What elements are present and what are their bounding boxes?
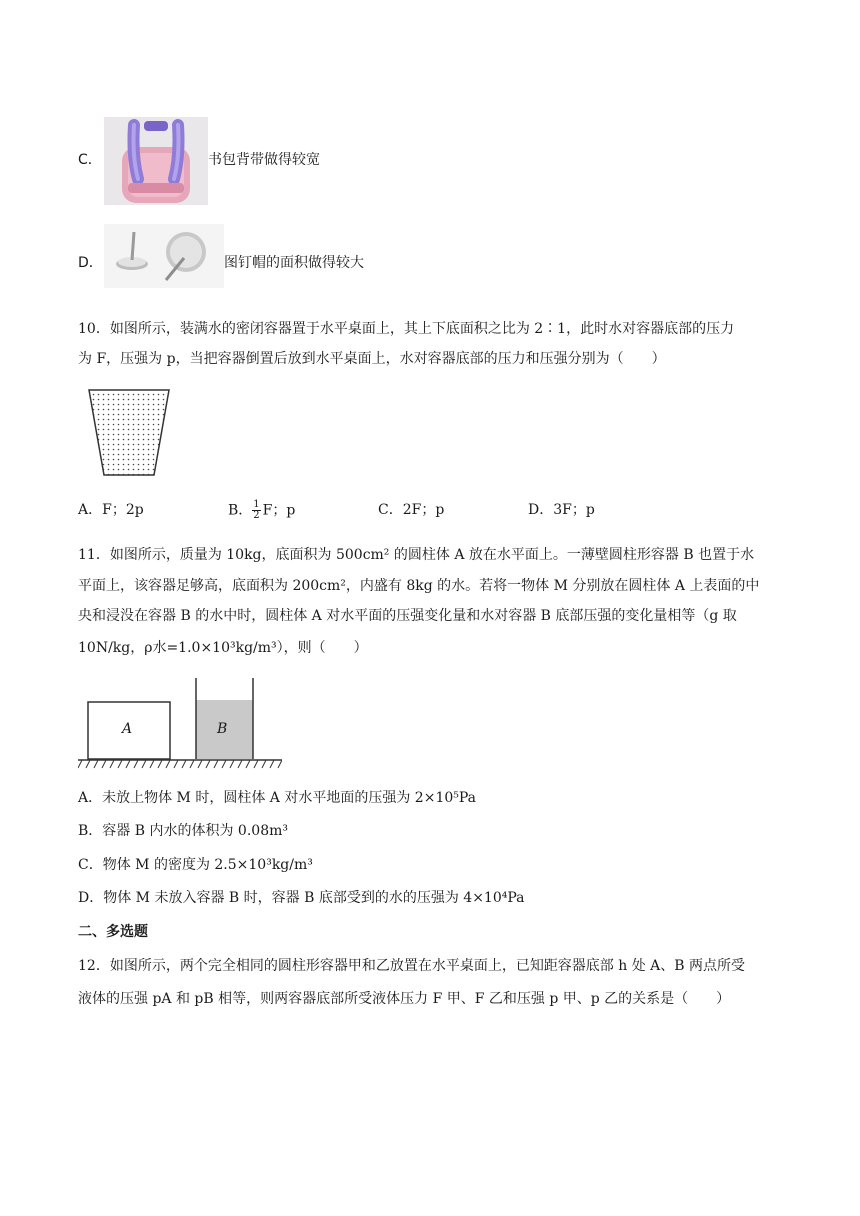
thumbtack-image [104, 224, 224, 288]
q10-option-c: C．2F；p [378, 502, 445, 518]
q12-line2: 液体的压强 pA 和 pB 相等，则两容器底部所受液体压力 F 甲、F 乙和压强 p 甲、p 乙的关系是（ ） [78, 991, 731, 1007]
half-fraction: $\frac{1}{2}$ [253, 499, 260, 521]
cylinder-container-figure [78, 676, 282, 772]
q11-line2: 平面上，该容器足够高，底面积为 200cm²，内盛有 8kg 的水。若将一物体 M 分别放在圆柱体 A 上表面的中 [78, 578, 760, 594]
q10-line1: 10．如图所示，装满水的密闭容器置于水平桌面上，其上下底面积之比为 2∶1，此时水对容器底部的压力 [78, 321, 735, 337]
q10-option-a: A．F；2p [78, 502, 144, 518]
q11-option-d: D．物体 M 未放入容器 B 时，容器 B 底部受到的水的压强为 4×10⁴Pa [78, 890, 525, 906]
section-title: 二、多选题 [78, 924, 148, 940]
q10-option-b-rest: F；p [262, 502, 296, 519]
q11-option-c: C．物体 M 的密度为 2.5×10³kg/m³ [78, 857, 313, 873]
trapezoid-container-figure [86, 387, 172, 479]
q10-line2: 为 F，压强为 p，当把容器倒置后放到水平桌面上，水对容器底部的压力和压强分别为（ ） [78, 351, 666, 367]
option-d-label: D． [78, 255, 103, 271]
q12-line1: 12．如图所示，两个完全相同的圆柱形容器甲和乙放置在水平桌面上，已知距容器底部 h 处 A、B 两点所受 [78, 958, 746, 974]
figure-label-b: B [217, 721, 228, 737]
option-d-text: 图钉帽的面积做得较大 [224, 255, 364, 271]
option-c-text: 书包背带做得较宽 [208, 152, 320, 168]
figure-label-a: A [122, 721, 133, 737]
q11-option-a: A．未放上物体 M 时，圆柱体 A 对水平地面的压强为 2×10⁵Pa [78, 790, 477, 806]
q11-line1: 11．如图所示，质量为 10kg，底面积为 500cm² 的圆柱体 A 放在水平面上。一薄壁圆柱形容器 B 也置于水 [78, 547, 755, 563]
option-c-label: C． [78, 152, 102, 168]
backpack-image [104, 117, 208, 205]
q11-option-b: B．容器 B 内水的体积为 0.08m³ [78, 823, 288, 839]
q10-option-b [228, 500, 295, 521]
q10-option-d: D．3F；p [528, 502, 595, 518]
q10-option-b-label: B． [228, 502, 253, 519]
q11-line4: 10N/kg，ρ水=1.0×10³kg/m³），则（ ） [78, 640, 368, 656]
q11-line3: 央和浸没在容器 B 的水中时，圆柱体 A 对水平面的压强变化量和水对容器 B 底部压强的变化量相等（g 取 [78, 608, 737, 624]
